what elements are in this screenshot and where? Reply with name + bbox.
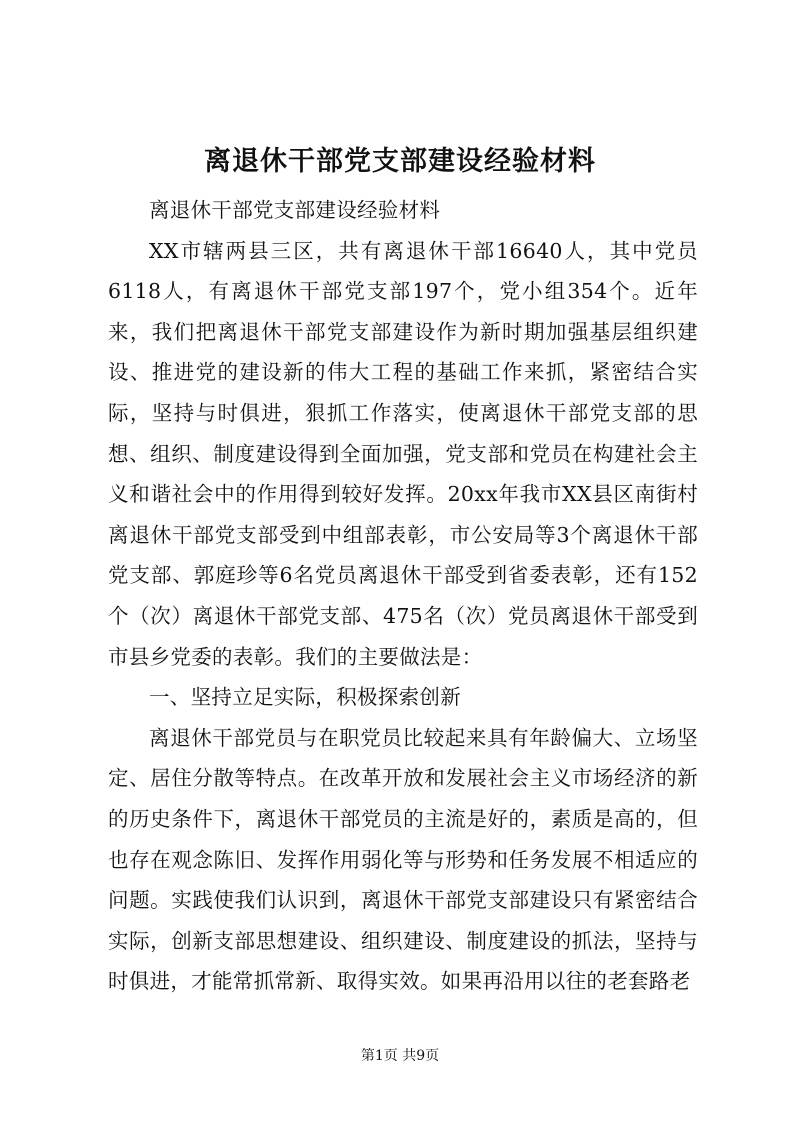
section-heading: 一、坚持立足实际，积极探索创新	[149, 685, 461, 710]
paragraph-subtitle: 离退休干部党支部建设经验材料	[149, 198, 441, 222]
page-number: 第1页 共9页	[360, 1048, 440, 1064]
paragraph-practice: 离退休干部党员与在职党员比较起来具有年龄偏大、立场坚定、居住分散等特点。在改革开放和发展社会主义市场经济的新的历史条件下，离退休干部党员的主流是好的，素质是高的，但也存在观念陈旧、发挥作用弱化等与形势和任务发展不相适应的问题。实践使我们认识到，离退休干部党支部建设只有紧密结合实际，创新支部思想建设、组织建设、制度建设的抓法，坚持与时俱进，才能常抓常新、取得实效。如果再沿用以往的老套路老	[108, 725, 698, 994]
document-body	[108, 190, 698, 1002]
document-title: 离退休干部党支部建设经验材料	[204, 146, 596, 177]
paragraph-overview: XX市辖两县三区，共有离退休干部16640人，其中党员6118人，有离退休干部党支部197个，党小组354个。近年来，我们把离退休干部党支部建设作为新时期加强基层组织建设、推进党的建设新的伟大工程的基础工作来抓，紧密结合实际，坚持与时俱进，狠抓工作落实，使离退休干部党支部的思想、组织、制度建设得到全面加强，党支部和党员在构建社会主义和谐社会中的作用得到较好发挥。20xx年我市XX县区南街村离退休干部党支部受到中组部表彰，市公安局等3个离退休干部党支部、郭庭珍等6名党员离退休干部受到省委表彰，还有152个（次）离退休干部党支部、475名（次）党员离退休干部受到市县乡党委的表彰。我们的主要做法是：	[108, 238, 698, 669]
